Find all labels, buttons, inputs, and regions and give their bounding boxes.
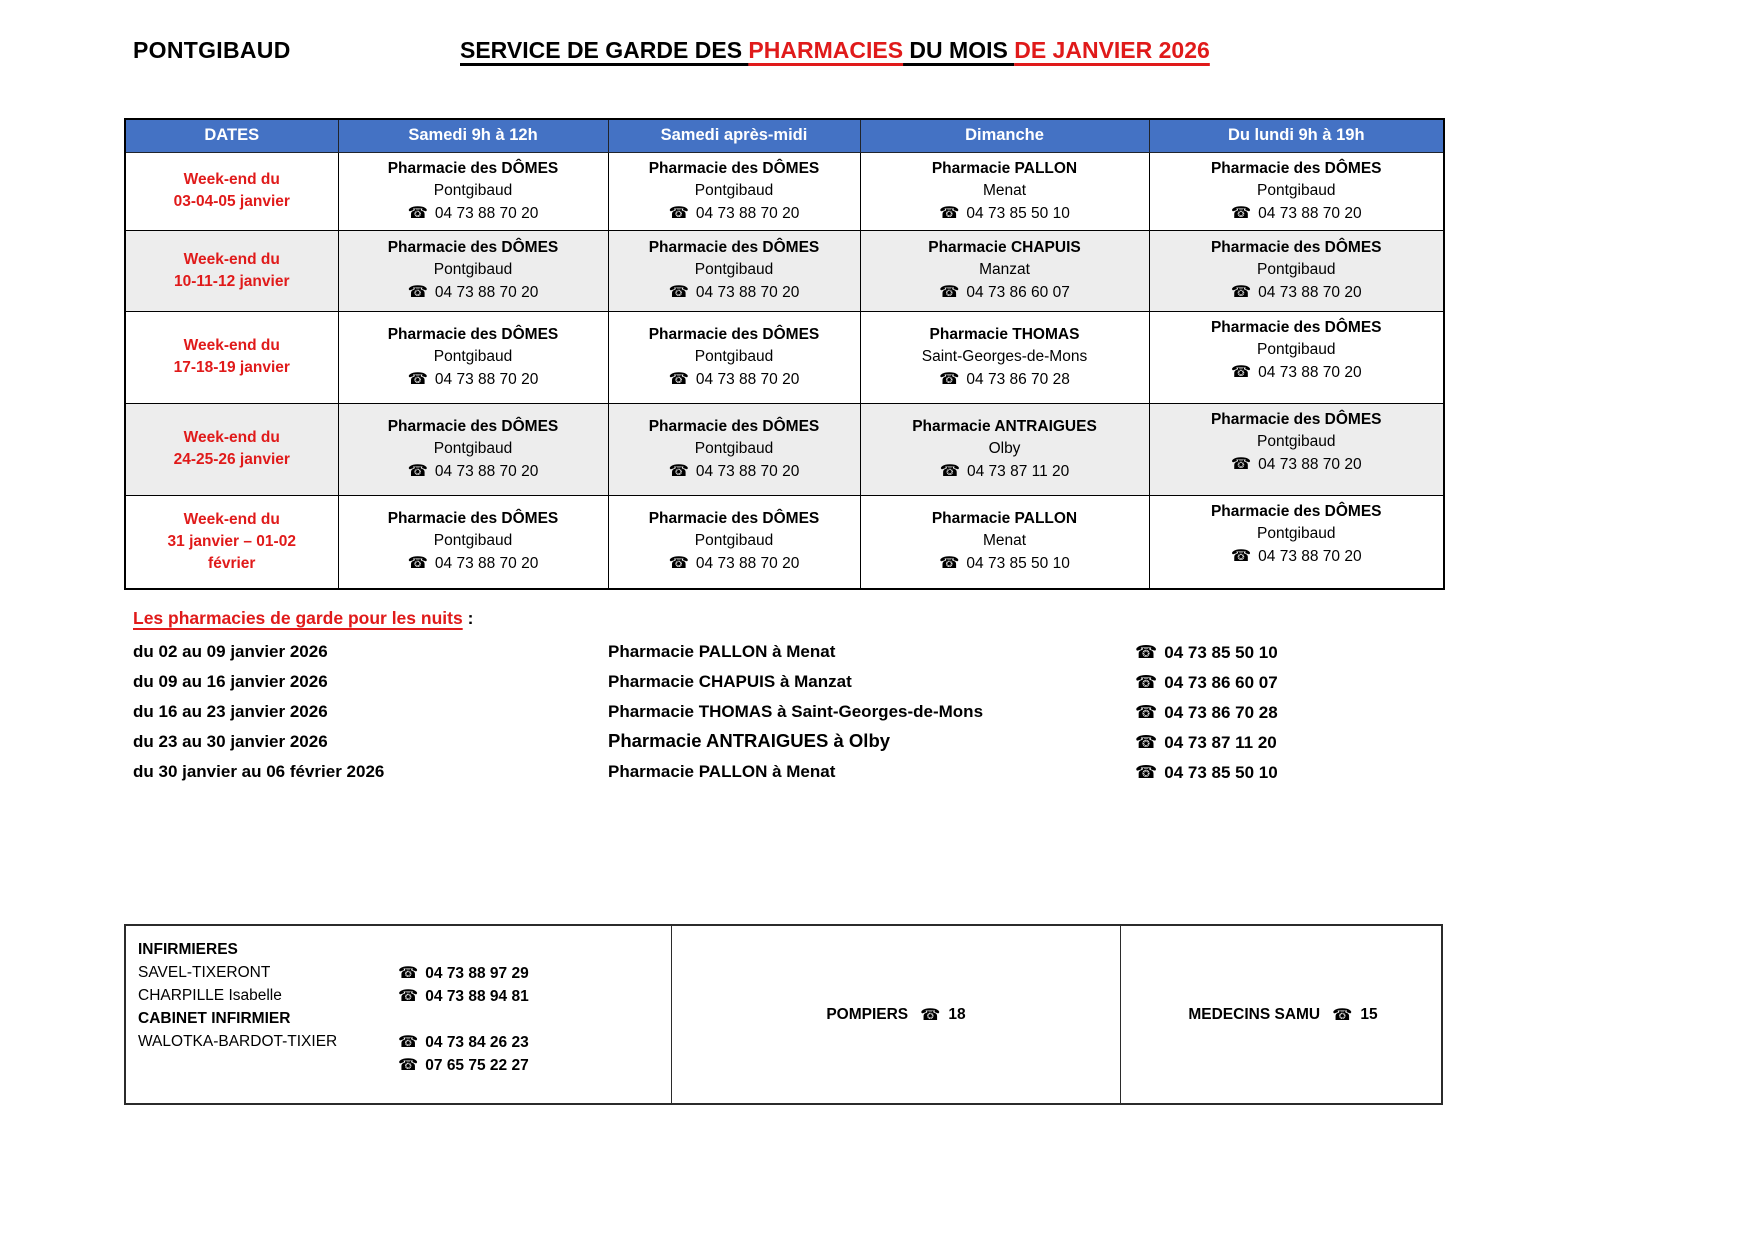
schedule-cell	[608, 403, 860, 495]
phone-number: 04 73 88 70 20	[1258, 455, 1362, 473]
night-phone	[1135, 642, 1278, 663]
phone-number: 04 73 88 70 20	[1258, 284, 1362, 301]
col-header-dates: DATES	[125, 119, 338, 152]
night-pharmacy: Pharmacie PALLON à Menat	[608, 762, 836, 781]
pharmacy-name: Pharmacie PALLON	[931, 510, 1078, 528]
pharmacy-city: Pontgibaud	[694, 261, 774, 278]
phone-number: 04 73 88 70 20	[434, 462, 539, 480]
pharmacy-city: Pontgibaud	[1257, 340, 1336, 358]
samu-cell	[1121, 926, 1445, 1103]
nurse-section-header: INFIRMIERES	[138, 940, 238, 958]
phone-number: 04 73 88 70 20	[434, 284, 539, 301]
schedule-cell	[1149, 403, 1444, 495]
phone-icon: ☎	[1230, 361, 1252, 381]
pharmacy-name: Pharmacie des DÔMES	[648, 417, 820, 435]
phone-number: 04 73 88 97 29	[425, 964, 529, 982]
pharmacy-name: Pharmacie des DÔMES	[387, 417, 559, 435]
pharmacy-name: Pharmacie des DÔMES	[387, 510, 559, 528]
date-line: Week-end du	[183, 510, 280, 528]
phone-number: 04 73 84 26 23	[425, 1033, 529, 1051]
night-guard-row	[133, 672, 1453, 702]
pharmacy-city: Pontgibaud	[433, 181, 513, 199]
phone-number: 04 73 85 50 10	[1164, 763, 1278, 782]
nurse-phone	[398, 963, 659, 983]
night-guard-title-colon: :	[462, 608, 474, 628]
pharmacy-phone	[609, 202, 860, 225]
date-line: 31 janvier – 01-02	[167, 532, 296, 550]
night-pharmacy: Pharmacie PALLON à Menat	[608, 642, 836, 661]
phone-icon: ☎	[668, 368, 689, 388]
schedule-cell	[860, 152, 1149, 230]
phone-icon: ☎	[407, 202, 428, 222]
nurse-phone	[398, 1055, 659, 1075]
schedule-row	[125, 311, 1444, 403]
schedule-cell	[338, 311, 608, 403]
night-guard-row	[133, 642, 1453, 672]
nurse-line	[138, 1053, 659, 1076]
nurse-phone	[398, 1032, 659, 1052]
phone-icon: ☎	[398, 1054, 419, 1074]
pharmacy-name: Pharmacie PALLON	[931, 159, 1078, 177]
night-period: du 30 janvier au 06 février 2026	[133, 762, 385, 781]
emergency-contacts-table	[124, 924, 1443, 1105]
phone-number: 04 73 88 70 20	[1258, 363, 1362, 381]
phone-icon: ☎	[398, 962, 419, 982]
phone-icon: ☎	[668, 460, 689, 480]
samu-label: MEDECINS SAMU	[1188, 1005, 1321, 1023]
night-guard-row	[133, 702, 1453, 732]
pharmacy-phone	[339, 368, 608, 391]
pharmacy-city: Pontgibaud	[694, 532, 774, 550]
schedule-cell	[1149, 230, 1444, 311]
phone-icon: ☎	[1135, 642, 1158, 663]
schedule-cell	[338, 152, 608, 230]
schedule-cell	[338, 495, 608, 589]
schedule-cell	[338, 403, 608, 495]
schedule-cell	[608, 495, 860, 589]
night-period: du 23 au 30 janvier 2026	[133, 732, 328, 751]
night-period: du 16 au 23 janvier 2026	[133, 702, 328, 721]
phone-icon: ☎	[1230, 202, 1252, 222]
phone-icon: ☎	[407, 553, 428, 573]
page-location-title: PONTGIBAUD	[133, 37, 291, 63]
date-line: 03-04-05 janvier	[173, 193, 290, 210]
schedule-date	[125, 403, 338, 495]
pharmacy-phone	[339, 460, 608, 483]
schedule-row	[125, 230, 1444, 311]
phone-icon: ☎	[939, 553, 960, 573]
phone-icon: ☎	[1230, 453, 1252, 473]
schedule-cell	[608, 311, 860, 403]
pharmacy-phone	[339, 281, 608, 304]
pharmacy-city: Manzat	[979, 261, 1030, 278]
pompiers-number: 18	[948, 1005, 966, 1023]
pharmacy-phone	[1150, 281, 1444, 304]
phone-number: 04 73 88 70 20	[434, 555, 539, 573]
schedule-cell	[608, 230, 860, 311]
phone-number: 04 73 88 70 20	[695, 284, 800, 301]
pharmacy-name: Pharmacie des DÔMES	[387, 325, 559, 343]
pharmacy-phone	[861, 281, 1149, 304]
col-header-samedi-matin: Samedi 9h à 12h	[338, 119, 608, 152]
phone-icon: ☎	[398, 985, 419, 1005]
schedule-date	[125, 152, 338, 230]
pharmacy-city: Pontgibaud	[433, 347, 513, 365]
pharmacy-phone	[861, 202, 1149, 225]
pharmacy-name: Pharmacie des DÔMES	[1210, 502, 1382, 520]
pharmacy-name: Pharmacie des DÔMES	[648, 510, 820, 528]
phone-number: 04 73 88 70 20	[434, 204, 539, 222]
nurse-name: WALOTKA-BARDOT-TIXIER	[138, 1032, 338, 1050]
date-line: 17-18-19 janvier	[173, 359, 290, 376]
nurse-line	[138, 1007, 659, 1030]
pharmacy-city: Pontgibaud	[1257, 261, 1336, 278]
night-period: du 02 au 09 janvier 2026	[133, 642, 328, 661]
night-phone	[1135, 732, 1277, 753]
pharmacy-city: Pontgibaud	[694, 439, 774, 457]
date-line: 10-11-12 janvier	[174, 272, 290, 290]
phone-number: 04 73 85 50 10	[966, 204, 1070, 222]
pharmacy-phone	[1150, 545, 1444, 568]
pharmacy-name: Pharmacie des DÔMES	[648, 239, 820, 256]
phone-icon: ☎	[668, 553, 689, 573]
nurse-line	[138, 984, 659, 1007]
phone-icon: ☎	[407, 460, 428, 480]
night-guard-title	[133, 608, 1453, 642]
phone-icon: ☎	[1230, 545, 1252, 565]
pharmacy-name: Pharmacie des DÔMES	[1210, 159, 1382, 177]
phone-icon: ☎	[1135, 672, 1158, 693]
pharmacy-city: Pontgibaud	[433, 439, 513, 457]
phone-icon: ☎	[939, 282, 960, 301]
pharmacy-city: Pontgibaud	[1257, 432, 1336, 450]
night-guard-row	[133, 762, 1453, 792]
pharmacy-name: Pharmacie THOMAS	[929, 325, 1080, 343]
phone-number: 07 65 75 22 27	[425, 1056, 529, 1074]
date-line: Week-end du	[183, 171, 280, 188]
phone-number: 04 73 88 70 20	[434, 370, 539, 388]
date-line: Week-end du	[183, 429, 280, 446]
phone-icon: ☎	[398, 1031, 419, 1051]
schedule-cell	[860, 495, 1149, 589]
phone-icon: ☎	[939, 460, 960, 480]
phone-number: 04 73 88 70 20	[695, 204, 800, 222]
phone-icon: ☎	[1332, 1005, 1353, 1024]
col-header-dimanche: Dimanche	[860, 119, 1149, 152]
phone-icon: ☎	[668, 282, 689, 301]
pharmacy-name: Pharmacie des DÔMES	[1210, 318, 1382, 336]
phone-icon: ☎	[939, 368, 960, 388]
pharmacy-city: Menat	[982, 181, 1027, 199]
pharmacy-city: Pontgibaud	[433, 261, 513, 278]
pharmacy-phone	[339, 552, 608, 575]
pharmacy-phone	[609, 281, 860, 304]
nurse-line	[138, 1030, 659, 1053]
phone-icon: ☎	[939, 202, 960, 222]
pharmacy-city: Pontgibaud	[433, 532, 513, 550]
phone-number: 04 73 86 60 07	[966, 284, 1070, 301]
nurse-line	[138, 938, 659, 961]
pompiers-cell	[672, 926, 1121, 1103]
phone-number: 04 73 87 11 20	[966, 462, 1070, 480]
phone-icon: ☎	[407, 368, 428, 388]
phone-number: 04 73 86 60 07	[1164, 673, 1278, 692]
phone-icon: ☎	[1135, 762, 1158, 783]
phone-number: 04 73 85 50 10	[966, 555, 1070, 573]
pharmacy-phone	[861, 552, 1149, 575]
schedule-date	[125, 230, 338, 311]
night-guard-section	[133, 608, 1453, 792]
pharmacy-name: Pharmacie des DÔMES	[648, 325, 820, 343]
phone-number: 04 73 86 70 28	[966, 370, 1070, 388]
samu-number: 15	[1360, 1005, 1378, 1023]
schedule-row	[125, 495, 1444, 589]
nurse-section-header: CABINET INFIRMIER	[138, 1009, 291, 1027]
date-line: Week-end du	[183, 337, 280, 354]
night-guard-row	[133, 732, 1453, 762]
pharmacy-name: Pharmacie des DÔMES	[1210, 239, 1382, 256]
pharmacy-phone	[609, 368, 860, 391]
phone-icon: ☎	[1230, 282, 1252, 301]
title-part: DU MOIS	[903, 37, 1015, 63]
pharmacy-phone	[861, 460, 1149, 483]
pharmacy-phone	[1150, 361, 1444, 384]
title-part-accent: PHARMACIES	[748, 37, 904, 63]
night-phone	[1135, 672, 1278, 693]
nurse-name: SAVEL-TIXERONT	[138, 963, 271, 981]
nurses-cell	[126, 926, 672, 1103]
pharmacy-name: Pharmacie des DÔMES	[387, 239, 559, 256]
phone-icon: ☎	[920, 1005, 941, 1024]
pharmacy-name: Pharmacie ANTRAIGUES	[912, 417, 1097, 435]
pharmacy-phone	[861, 368, 1149, 391]
phone-icon: ☎	[407, 282, 428, 301]
schedule-cell	[1149, 152, 1444, 230]
pharmacy-phone	[609, 460, 860, 483]
schedule-cell	[608, 152, 860, 230]
schedule-cell	[1149, 311, 1444, 403]
pharmacy-phone	[339, 202, 608, 225]
nurse-name: CHARPILLE Isabelle	[138, 986, 282, 1004]
pharmacy-name: Pharmacie des DÔMES	[648, 159, 820, 177]
schedule-date	[125, 495, 338, 589]
pharmacy-phone	[609, 552, 860, 575]
pharmacy-phone	[1150, 202, 1444, 225]
phone-number: 04 73 86 70 28	[1164, 703, 1278, 722]
night-guard-title-text: Les pharmacies de garde pour les nuits	[133, 608, 463, 628]
phone-number: 04 73 85 50 10	[1164, 643, 1278, 662]
phone-icon: ☎	[668, 202, 689, 222]
phone-number: 04 73 88 70 20	[1258, 204, 1362, 222]
phone-number: 04 73 88 70 20	[695, 555, 800, 573]
col-header-lundi: Du lundi 9h à 19h	[1149, 119, 1444, 152]
schedule-header-row	[125, 119, 1444, 152]
schedule-date	[125, 311, 338, 403]
phone-number: 04 73 88 94 81	[425, 987, 529, 1005]
schedule-table	[124, 118, 1445, 590]
col-header-samedi-apres-midi: Samedi après-midi	[608, 119, 860, 152]
night-pharmacy: Pharmacie CHAPUIS à Manzat	[608, 672, 852, 691]
pharmacy-city: Pontgibaud	[694, 347, 774, 365]
pharmacy-city: Pontgibaud	[1257, 524, 1336, 542]
phone-number: 04 73 87 11 20	[1164, 733, 1277, 752]
schedule-cell	[860, 230, 1149, 311]
schedule-cell	[860, 403, 1149, 495]
date-line: 24-25-26 janvier	[173, 451, 290, 468]
pharmacy-city: Olby	[988, 439, 1021, 457]
pharmacy-city: Menat	[982, 532, 1027, 550]
pharmacy-name: Pharmacie des DÔMES	[387, 159, 559, 177]
pharmacy-name: Pharmacie des DÔMES	[1210, 410, 1382, 428]
schedule-row	[125, 403, 1444, 495]
phone-icon: ☎	[1135, 732, 1158, 753]
night-phone	[1135, 702, 1278, 723]
pharmacy-city: Pontgibaud	[1257, 181, 1336, 199]
pompiers-label: POMPIERS	[826, 1005, 909, 1023]
phone-number: 04 73 88 70 20	[695, 370, 800, 388]
pharmacy-city: Pontgibaud	[694, 181, 774, 199]
phone-number: 04 73 88 70 20	[695, 462, 800, 480]
night-phone	[1135, 762, 1278, 783]
schedule-cell	[338, 230, 608, 311]
phone-icon: ☎	[1135, 702, 1158, 723]
night-pharmacy: Pharmacie ANTRAIGUES à Olby	[608, 730, 891, 751]
nurse-line	[138, 961, 659, 984]
date-line: Week-end du	[183, 250, 280, 268]
night-pharmacy: Pharmacie THOMAS à Saint-Georges-de-Mons	[608, 702, 984, 721]
schedule-cell	[1149, 495, 1444, 589]
schedule-cell	[860, 311, 1149, 403]
pharmacy-name: Pharmacie CHAPUIS	[928, 239, 1081, 256]
pharmacy-phone	[1150, 453, 1444, 476]
date-line: février	[208, 554, 256, 572]
nurse-phone	[398, 986, 659, 1006]
phone-number: 04 73 88 70 20	[1258, 547, 1362, 565]
night-period: du 09 au 16 janvier 2026	[133, 672, 328, 691]
title-part: SERVICE DE GARDE DES	[460, 37, 749, 63]
pharmacy-city: Saint-Georges-de-Mons	[921, 347, 1088, 365]
title-part-accent: DE JANVIER 2026	[1014, 37, 1210, 63]
page-title	[460, 37, 1210, 64]
schedule-row	[125, 152, 1444, 230]
